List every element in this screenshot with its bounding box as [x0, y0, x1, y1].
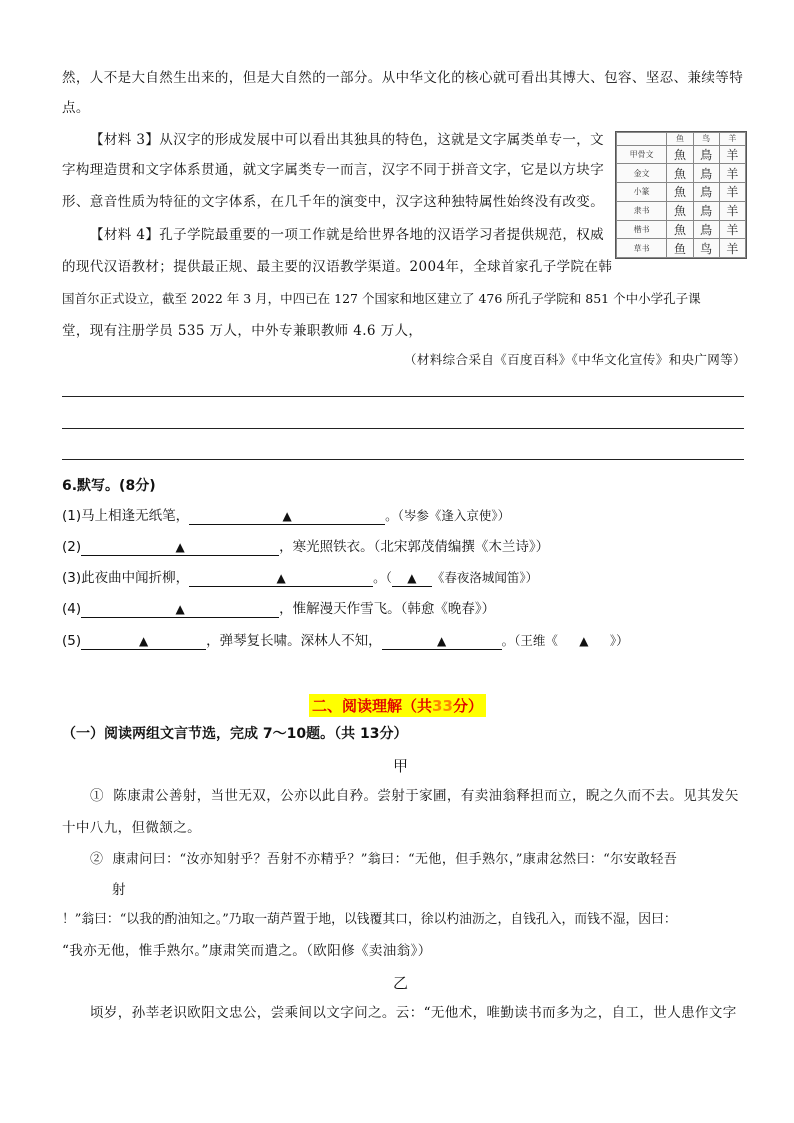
q6-item-text: ，弹琴复长啸。深林人不知，: [206, 633, 382, 649]
table-glyph: 魚: [667, 164, 693, 183]
table-glyph: 魚: [667, 145, 693, 164]
section-title-text: 分）: [452, 697, 483, 715]
material-source: （材料综合采自《百度百科》《中华文化宣传》和央广网等）: [403, 352, 746, 367]
q6-item-source: 。（王维《: [501, 633, 558, 648]
material-end-line2: 点。: [62, 100, 90, 116]
material3-line1: 【材料 3】从汉字的形成发展中可以看出其独具的特色，这就是文字属类单专一，文: [90, 132, 605, 148]
q6-item-text: ，寒光照铁衣。（北宋郭茂倩编撰《木兰诗》）: [279, 539, 550, 555]
material4-line3: 国首尔正式设立，截至 2022 年 3 月，中四已在 127 个国家和地区建立了 476 所孔子学院和 851 个中小学孔子课: [62, 291, 701, 306]
section-title: [309, 694, 486, 717]
answer-line[interactable]: [62, 428, 744, 429]
table-header-corner: [617, 133, 667, 146]
answer-blank[interactable]: [382, 633, 502, 650]
q6-item-source: 》）: [609, 633, 629, 648]
blank-marker: ▲: [175, 540, 185, 554]
table-glyph: 鳥: [693, 145, 719, 164]
character-evolution-table: [615, 131, 747, 259]
q6-item-2: [62, 537, 549, 557]
q6-item-source: 。（岑参《逢入京使》）: [385, 508, 511, 523]
answer-blank[interactable]: [81, 601, 279, 618]
table-row-label: 甲骨文: [617, 145, 667, 164]
para-number: ①: [90, 788, 104, 804]
jia-para2-line4: “我亦无他，惟手熟尔。”康肃笑而遣之。（欧阳修《卖油翁》）: [62, 943, 432, 959]
material4-line1: 【材料 4】孔子学院最重要的一项工作就是给世界各地的汉语学习者提供规范，权威: [90, 227, 605, 243]
table-header: 鱼: [667, 133, 693, 146]
q6-item-text: 此夜曲中闻折柳，: [81, 570, 190, 586]
table-row-label: 楷书: [617, 220, 667, 239]
table-glyph: 羊: [719, 201, 745, 220]
table-header: 鸟: [693, 133, 719, 146]
blank-marker: ▲: [282, 509, 292, 523]
blank-marker: ▲: [407, 571, 417, 585]
material4-line4: 堂，现有注册学员 535 万人，中外专兼职教师 4.6 万人，: [62, 323, 423, 339]
passage-jia-label: 甲: [393, 757, 409, 775]
answer-blank[interactable]: [392, 570, 432, 587]
blank-marker: ▲: [139, 634, 149, 648]
material3-line3: 形、意音性质为特征的文字体系，在几千年的演变中，汉字这种独特属性始终没有改变。: [62, 194, 605, 210]
q6-item-4: [62, 599, 495, 619]
para-number: ②: [90, 852, 104, 867]
para-text: 康肃问曰：“汝亦知射乎？吾射不亦精乎？”翁曰：“无他，但手熟尔，”康肃忿然曰：“尔安敢轻吾: [112, 852, 678, 867]
jia-para2-line2: 射: [112, 882, 126, 898]
section-title-text: 二、阅读理解（共: [312, 697, 433, 715]
table-glyph: 魚: [667, 183, 693, 202]
material3-line2: 字构理造贯和文字体系贯通，就文字属类专一而言，汉字不同于拼音文字，它是以方块字: [62, 162, 605, 178]
para-text: 陈康肃公善射，当世无双，公亦以此自矜。尝射于家圃，有卖油翁释担而立，睨之久而不去。见其发矢: [113, 788, 739, 804]
table-glyph: 羊: [719, 164, 745, 183]
material-end-line1: 然，人不是大自然生出来的，但是大自然的一部分。从中华文化的核心就可看出其博大、包容、坚忍、兼续等特: [62, 70, 744, 86]
table-header: 羊: [719, 133, 745, 146]
q6-item-text: ，惟解漫天作雪飞。（韩愈《晚春》）: [279, 601, 496, 617]
table-glyph: 羊: [719, 239, 745, 258]
answer-blank[interactable]: [81, 539, 279, 556]
yi-para-line1: 顷岁，孙莘老识欧阳文忠公，尝乘间以文字问之。云：“无他术，唯勤读书而多为之，自工，世人患作文字: [90, 1005, 737, 1021]
q6-item-5: [62, 631, 629, 651]
table-row-label: 隶书: [617, 201, 667, 220]
answer-blank[interactable]: [81, 633, 206, 650]
q6-item-num: (1): [62, 508, 82, 524]
table-glyph: 鸟: [693, 239, 719, 258]
jia-para2-line3: ！”翁曰：“以我的酌油知之。”乃取一葫芦置于地，以钱覆其口，徐以杓油沥之，自钱孔入，而钱不湿，因曰：: [62, 912, 677, 927]
q6-item-3: [62, 568, 538, 588]
table-glyph: 鳥: [693, 164, 719, 183]
section-title-score: 33: [432, 697, 453, 715]
blank-marker: ▲: [437, 634, 447, 648]
q6-item-source: 。（: [373, 570, 392, 585]
answer-blank[interactable]: [189, 570, 373, 587]
table-row-label: 小篆: [617, 183, 667, 202]
jia-para1-line1: [90, 786, 739, 806]
q6-item-num: (4): [62, 601, 82, 617]
table-glyph: 羊: [719, 183, 745, 202]
blank-marker: ▲: [175, 602, 185, 616]
table-glyph: 魚: [667, 201, 693, 220]
q6-item-num: (2): [62, 539, 82, 555]
answer-line[interactable]: [62, 396, 744, 397]
material4-line2: 的现代汉语教材；提供最正规、最主要的汉语教学渠道。2004年，全球首家孔子学院在韩: [62, 259, 613, 275]
table-row-label: 金文: [617, 164, 667, 183]
table-glyph: 魚: [667, 220, 693, 239]
table-glyph: 鳥: [693, 183, 719, 202]
table-glyph: 羊: [719, 220, 745, 239]
jia-para2-line1: [90, 850, 677, 870]
q6-item-num: (3): [62, 570, 82, 586]
table-row-label: 草书: [617, 239, 667, 258]
q6-item-source: 《春夜洛城闻笛》）: [431, 570, 539, 585]
passage-yi-label: 乙: [393, 974, 409, 992]
q6-title: 6.默写。(8分): [62, 478, 156, 494]
table-glyph: 鱼: [667, 239, 693, 258]
blank-marker: ▲: [276, 571, 286, 585]
q6-item-num: (5): [62, 633, 82, 649]
part1-title: （一）阅读两组文言节选，完成 7～10题。（共 13分）: [62, 726, 408, 742]
table-glyph: 羊: [719, 145, 745, 164]
table-glyph: 鳥: [693, 201, 719, 220]
q6-item-1: [62, 506, 510, 526]
blank-marker[interactable]: ▲: [579, 634, 589, 648]
jia-para1-line2: 十中八九，但微颔之。: [62, 820, 201, 836]
q6-item-text: 马上相逢无纸笔，: [81, 508, 190, 524]
table-glyph: 鳥: [693, 220, 719, 239]
answer-blank[interactable]: [189, 508, 385, 525]
answer-line[interactable]: [62, 459, 744, 460]
